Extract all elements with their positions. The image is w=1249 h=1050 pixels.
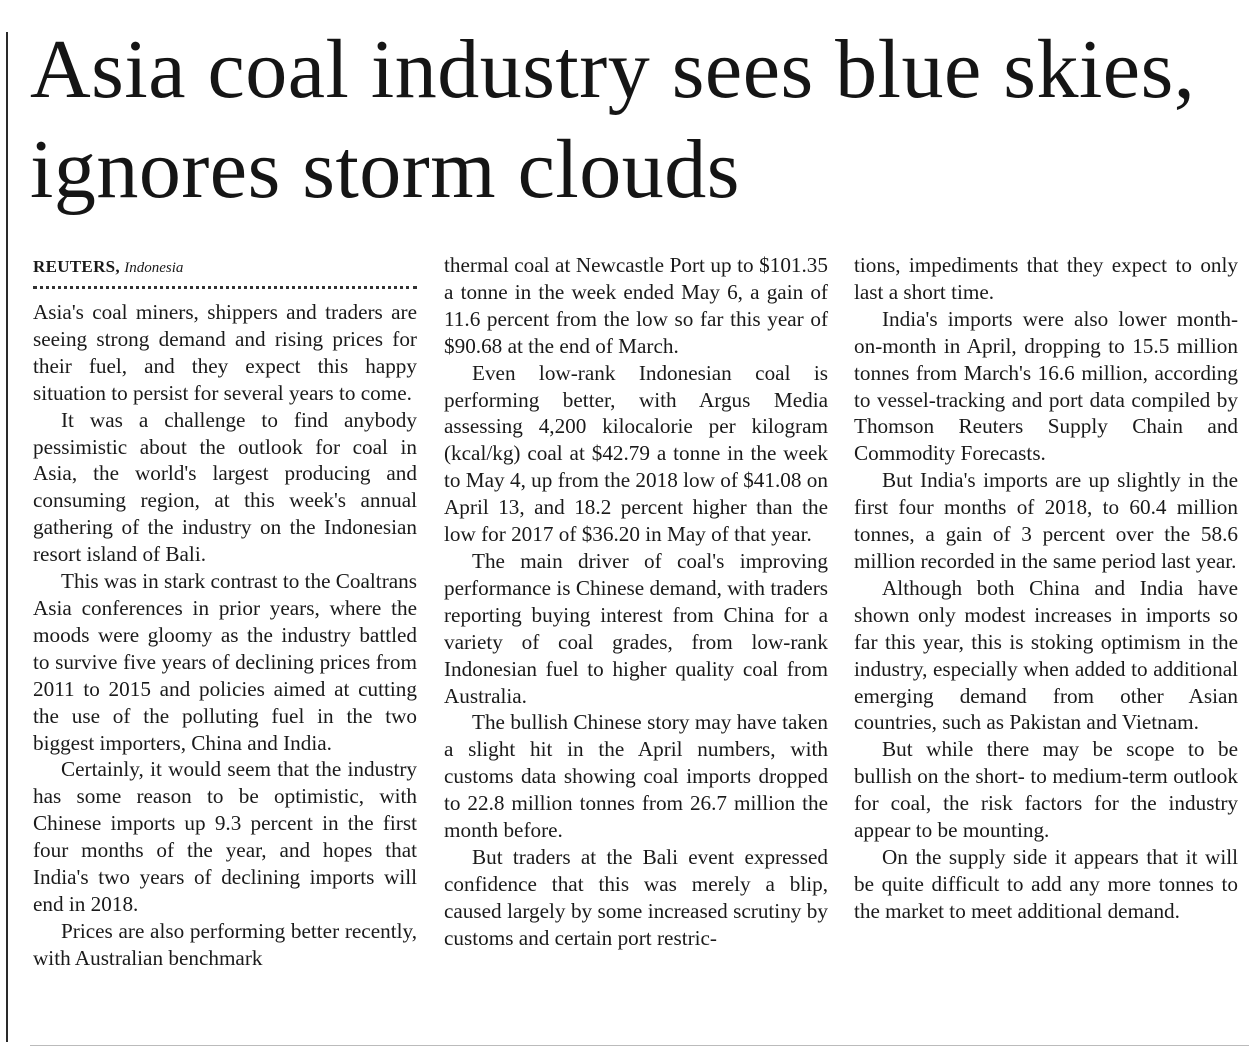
paragraph: On the supply side it appears that it will be quite difficult to add any more tonnes to the market to meet additional demand. xyxy=(854,844,1238,923)
column-1 xyxy=(33,252,417,972)
paragraph: Although both China and India have shown only modest increases in imports so far this year, this is stoking optimism in the industry, especially when added to additional emerging demand from other Asian countries, such as Pakistan and Vietnam. xyxy=(854,575,1238,735)
paragraph: The main driver of coal's improving performance is Chinese demand, with traders reporting buying interest from China for a variety of coal grades, from low-rank Indonesian fuel to higher quality coal from Australia. xyxy=(444,548,828,708)
paragraph: But India's imports are up slightly in the first four months of 2018, to 60.4 million tonnes, a gain of 3 percent over the 58.6 million recorded in the same period last year. xyxy=(854,468,1238,573)
paragraph: The bullish Chinese story may have taken a slight hit in the April numbers, with customs data showing coal imports dropped to 22.8 million tonnes from 26.7 million the month before. xyxy=(444,710,828,843)
paragraph: thermal coal at Newcastle Port up to $101.35 a tonne in the week ended May 6, a gain of 11.6 percent from the low so far this year of $90.68 at the end of March. xyxy=(444,253,828,358)
column-2 xyxy=(444,252,828,952)
bottom-rule xyxy=(30,1045,1249,1046)
paragraph: tions, impediments that they expect to only last a short time. xyxy=(854,253,1238,304)
paragraph: But while there may be scope to be bullish on the short- to medium-term outlook for coal, the risk factors for the industry appear to be mounting. xyxy=(854,737,1238,843)
byline-location: Indonesia xyxy=(124,260,184,276)
byline-agency: REUTERS, xyxy=(33,257,120,276)
paragraph: Prices are also performing better recently, with Australian benchmark xyxy=(33,918,417,970)
column-3 xyxy=(854,252,1238,925)
paragraph: Asia's coal miners, shippers and traders are seeing strong demand and rising prices for their fuel, and they expect this happy situation to persist for several years to come. xyxy=(33,300,417,405)
paragraph: This was in stark contrast to the Coaltrans Asia conferences in prior years, where the moods were gloomy as the industry battled to survive five years of declining prices from 2011 to 2015 and policies aimed at cutting the use of the polluting fuel in the two biggest importers, China and India. xyxy=(33,569,417,755)
headline: Asia coal industry sees blue skies, ignores storm clouds xyxy=(30,23,1196,216)
paragraph: Certainly, it would seem that the industry has some reason to be optimistic, with Chinese imports up 9.3 percent in the first four months of the year, and hopes that India's two years of declining imports will end in 2018. xyxy=(33,757,417,916)
page-edge-rule xyxy=(6,32,8,1042)
paragraph: It was a challenge to find anybody pessimistic about the outlook for coal in Asia, the world's largest producing and consuming region, at this week's annual gathering of the industry on the Indonesian resort island of Bali. xyxy=(33,407,417,567)
paragraph: India's imports were also lower month-on-month in April, dropping to 15.5 million tonnes from March's 16.6 million, according to vessel-tracking and port data compiled by Thomson Reuters Supply Chain and Commodity Forecasts. xyxy=(854,306,1238,466)
dotted-separator xyxy=(33,286,417,289)
paragraph: But traders at the Bali event expressed confidence that this was merely a blip, caused largely by some increased scrutiny by customs and certain port restric- xyxy=(444,844,828,950)
paragraph: Even low-rank Indonesian coal is performing better, with Argus Media assessing 4,200 kilocalorie per kilogram (kcal/kg) coal at $42.79 a tonne in the week to May 4, up from the 2018 low of $41.08 on April 13, and 18.2 percent higher than the low for 2017 of $36.20 in May of that year. xyxy=(444,360,828,547)
byline xyxy=(33,252,417,282)
